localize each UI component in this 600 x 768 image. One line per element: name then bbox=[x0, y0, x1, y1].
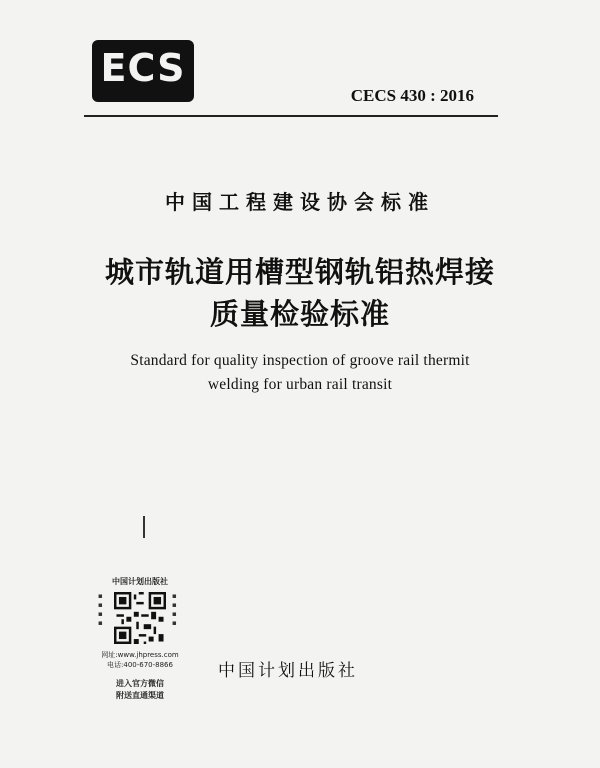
header-divider bbox=[84, 115, 498, 117]
title-cn-line2: 质量检验标准 bbox=[209, 297, 390, 331]
title-cn-line1: 城市轨道用槽型钢轨铝热焊接 bbox=[104, 255, 495, 289]
sticker-url: 网址:www.jhpress.com bbox=[101, 651, 179, 659]
qr-code-icon[interactable] bbox=[114, 592, 166, 644]
sticker-side-left: ▪ ▪ ▪ ▪ bbox=[98, 592, 103, 627]
sticker-bottom-line2: 附送直通渠道 bbox=[116, 691, 164, 700]
sticker-side-right: ▪ ▪ ▪ ▪ bbox=[172, 592, 177, 627]
title-en-line1: Standard for quality inspection of groove rail thermit bbox=[130, 352, 470, 369]
ecs-logo bbox=[92, 40, 194, 102]
title-en-line2: welding for urban rail transit bbox=[207, 376, 393, 393]
publisher-name: 中国计划出版社 bbox=[218, 661, 358, 681]
sticker-bottom-line1: 进入官方微信 bbox=[116, 679, 164, 688]
association-name: 中国工程建设协会标准 bbox=[165, 190, 435, 214]
anti-counterfeit-sticker bbox=[96, 572, 184, 707]
sticker-phone: 电话:400-670-8866 bbox=[107, 661, 173, 669]
logo-text: ECS bbox=[100, 46, 186, 90]
standard-number: CECS 430 : 2016 bbox=[350, 86, 474, 105]
sticker-top-text: 中国计划出版社 bbox=[112, 577, 168, 586]
vertical-mark bbox=[143, 516, 145, 538]
